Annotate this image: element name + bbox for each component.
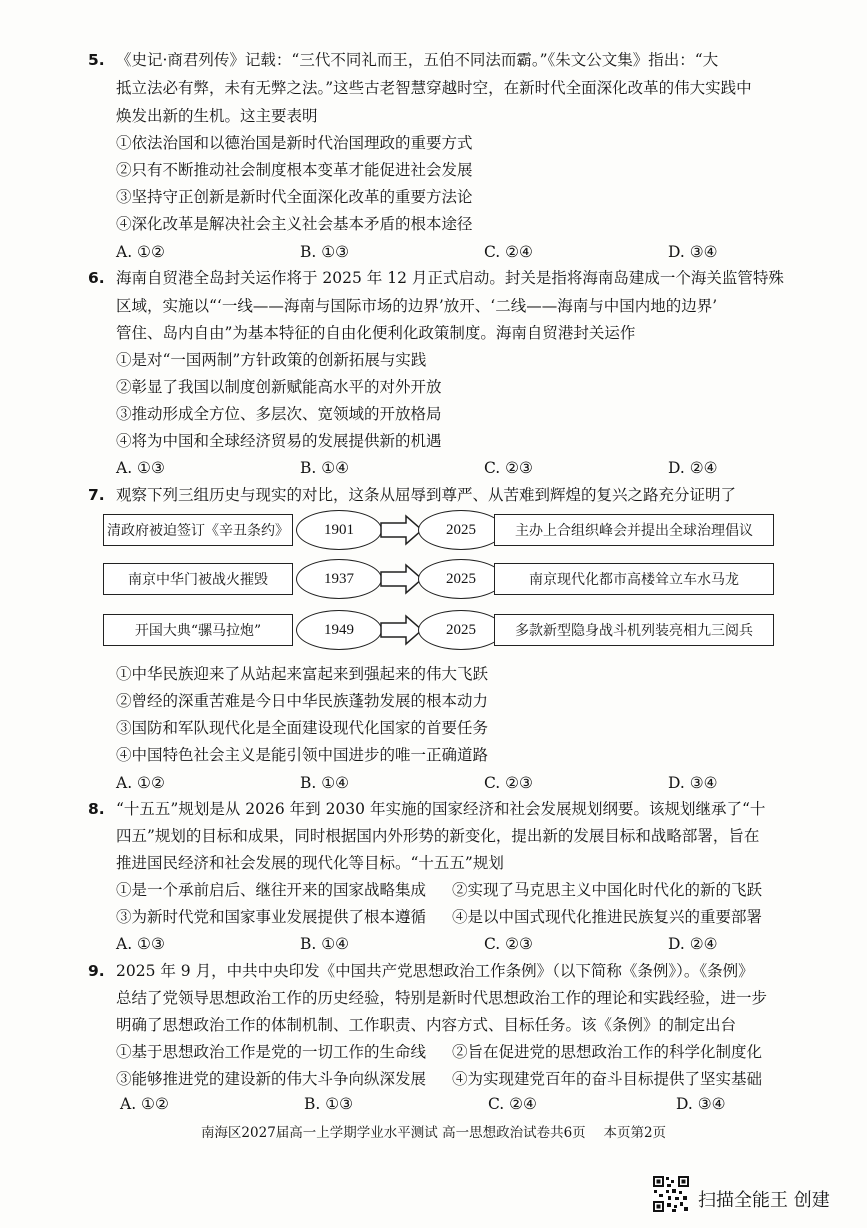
question-5-stem-line-1: 《史记·商君列传》记载：“三代不同礼而王，五伯不同法而霸。”《朱文公文集》指出：“大: [116, 51, 719, 69]
diagram-year-now-2: 2025: [418, 559, 504, 599]
question-6-choice-d: D. ②④: [668, 459, 718, 477]
question-7-option-4: ④中国特色社会主义是能引领中国进步的唯一正确道路: [116, 746, 489, 764]
question-8-stem-line-3: 推进国民经济和社会发展的现代化等目标。“十五五”规划: [116, 854, 504, 872]
question-7-choice-d: D. ③④: [668, 774, 718, 792]
question-7-option-3: ③国防和军队现代化是全面建设现代化国家的首要任务: [116, 719, 489, 737]
question-6-stem-line-1: 海南自贸港全岛封关运作将于 2025 年 12 月正式启动。封关是指将海南岛建成一个海关监管特殊: [116, 269, 784, 287]
question-5-choice-b: B. ①③: [300, 243, 350, 261]
question-6-stem-line-3: 管住、岛内自由”为基本特征的自由化便利化政策制度。海南自贸港封关运作: [116, 324, 636, 342]
diagram-now-event-3: 多款新型隐身战斗机列装亮相九三阅兵: [494, 614, 774, 646]
question-9-number: 9.: [88, 962, 105, 980]
qr-code-icon: [652, 1175, 690, 1213]
diagram-year-now-3: 2025: [418, 610, 504, 650]
question-6-option-1: ①是对“一国两制”方针政策的创新拓展与实践: [116, 351, 427, 369]
question-8-choice-a: A. ①③: [116, 935, 165, 953]
question-6-stem-line-2: 区域，实施以“‘一线——海南与国际市场的边界’放开、‘二线——海南与中国内地的边界’: [116, 297, 718, 315]
question-8-choice-c: C. ②③: [484, 935, 533, 953]
question-5-choice-c: C. ②④: [484, 243, 533, 261]
page-footer: 南海区2027届高一上学期学业水平测试 高一思想政治试卷共6页 本页第2页: [200, 1125, 667, 1141]
diagram-past-event-3: 开国大典“骡马拉炮”: [103, 614, 293, 646]
question-9-option-1: ①基于思想政治工作是党的一切工作的生命线: [116, 1043, 427, 1061]
question-8-choice-d: D. ②④: [668, 935, 718, 953]
question-9-choice-c: C. ②④: [488, 1095, 537, 1113]
question-8-stem-line-2: 四五”规划的目标和成果，同时根据国内外形势的新变化，提出新的发展目标和战略部署，旨在: [116, 827, 760, 845]
question-8-option-3: ③为新时代党和国家事业发展提供了根本遵循: [116, 908, 427, 926]
question-7-choice-b: B. ①④: [300, 774, 350, 792]
question-5-number: 5.: [88, 51, 105, 69]
question-6-choice-a: A. ①③: [116, 459, 165, 477]
question-6-number: 6.: [88, 269, 105, 287]
question-6-choice-b: B. ①④: [300, 459, 350, 477]
question-6-choice-c: C. ②③: [484, 459, 533, 477]
question-5-option-4: ④深化改革是解决社会主义社会基本矛盾的根本途径: [116, 215, 473, 233]
question-7-number: 7.: [88, 486, 105, 504]
question-8-option-4: ④是以中国式现代化推进民族复兴的重要部署: [452, 908, 763, 926]
question-9-choice-a: A. ①②: [120, 1095, 169, 1113]
diagram-year-past-1: 1901: [296, 510, 382, 550]
question-5-option-1: ①依法治国和以德治国是新时代治国理政的重要方式: [116, 134, 473, 152]
question-9-option-2: ②旨在促进党的思想政治工作的科学化制度化: [452, 1043, 763, 1061]
question-9-option-3: ③能够推进党的建设新的伟大斗争向纵深发展: [116, 1070, 427, 1088]
diagram-past-event-1: 清政府被迫签订《辛丑条约》: [103, 514, 293, 546]
diagram-year-now-1: 2025: [418, 510, 504, 550]
question-9-choice-d: D. ③④: [676, 1095, 726, 1113]
question-7-stem-line-1: 观察下列三组历史与现实的对比，这条从屈辱到尊严、从苦难到辉煌的复兴之路充分证明了: [116, 486, 737, 504]
diagram-now-event-2: 南京现代化都市高楼耸立车水马龙: [494, 563, 774, 595]
question-8-number: 8.: [88, 800, 105, 818]
question-8-option-1: ①是一个承前启后、继往开来的国家战略集成: [116, 881, 427, 899]
question-6-option-4: ④将为中国和全球经济贸易的发展提供新的机遇: [116, 432, 442, 450]
question-7-choice-c: C. ②③: [484, 774, 533, 792]
question-5-option-3: ③坚持守正创新是新时代全面深化改革的重要方法论: [116, 188, 473, 206]
question-8-option-2: ②实现了马克思主义中国化时代化的新的飞跃: [452, 881, 763, 899]
question-5-choice-a: A. ①②: [116, 243, 165, 261]
question-9-stem-line-1: 2025 年 9 月，中共中央印发《中国共产党思想政治工作条例》（以下简称《条例》）。《条例》: [116, 962, 754, 980]
diagram-past-event-2: 南京中华门被战火摧毁: [103, 563, 293, 595]
question-8-choice-b: B. ①④: [300, 935, 350, 953]
question-5-option-2: ②只有不断推动社会制度根本变革才能促进社会发展: [116, 161, 473, 179]
question-6-option-2: ②彰显了我国以制度创新赋能高水平的对外开放: [116, 378, 442, 396]
question-7-option-1: ①中华民族迎来了从站起来富起来到强起来的伟大飞跃: [116, 665, 489, 683]
diagram-now-event-1: 主办上合组织峰会并提出全球治理倡议: [494, 514, 774, 546]
question-9-stem-line-2: 总结了党领导思想政治工作的历史经验，特别是新时代思想政治工作的理论和实践经验，进一步: [116, 989, 768, 1007]
question-6-option-3: ③推动形成全方位、多层次、宽领域的开放格局: [116, 405, 442, 423]
question-5-stem-line-2: 抵立法必有弊，未有无弊之法。”这些古老智慧穿越时空，在新时代全面深化改革的伟大实践中: [116, 79, 752, 97]
diagram-year-past-3: 1949: [296, 610, 382, 650]
question-8-stem-line-1: “十五五”规划是从 2026 年到 2030 年实施的国家经济和社会发展规划纲要。该规划继承了“十: [116, 800, 766, 818]
question-9-option-4: ④为实现建党百年的奋斗目标提供了坚实基础: [452, 1070, 763, 1088]
question-7-option-2: ②曾经的深重苦难是今日中华民族蓬勃发展的根本动力: [116, 692, 489, 710]
question-9-stem-line-3: 明确了思想政治工作的体制机制、工作职责、内容方式、目标任务。该《条例》的制定出台: [116, 1016, 737, 1034]
diagram-year-past-2: 1937: [296, 559, 382, 599]
question-7-choice-a: A. ①②: [116, 774, 165, 792]
question-5-stem-line-3: 焕发出新的生机。这主要表明: [116, 107, 318, 125]
scanner-watermark: 扫描全能王 创建: [698, 1190, 830, 1211]
question-9-choice-b: B. ①③: [304, 1095, 354, 1113]
question-5-choice-d: D. ③④: [668, 243, 718, 261]
